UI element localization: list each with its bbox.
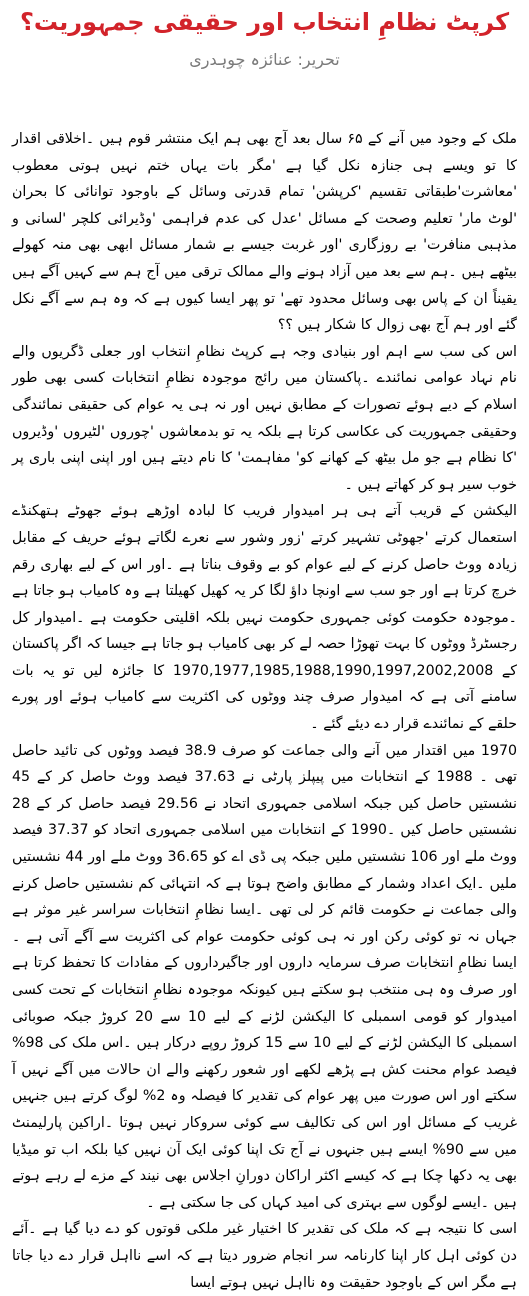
paragraph: اسی کا نتیجہ ہے کہ ملک کی تقدیر کا اختیار غیر ملکی قوتوں کو دے دیا گیا ہے ۔آئے دن کوئی اہل کار اپنا کارنامہ سر انجام ضرور دیتا ہے کہ اسے نااہل قرار دے دیا جاتا ہے مگر اس کے باوجود حقیقت وہ نااہل نہیں ہوتے ایسا [12,1221,517,1291]
paragraph: الیکشن کے قریب آتے ہی ہر امیدوار فریب کا لبادہ اوڑھے ہوئے جھوٹے ہتھکنڈے استعمال کرتے 'جھوٹی تشہیر کرتے 'زور وشور سے نعرے لگاتے ہوئے حریف کے مقابل زیادہ ووٹ حاصل کرنے کے لیے عوام کو بے وقوف بناتا ہے ۔اور اس کے لیے بھاری رقم خرچ کرتا ہے اور جو سب سے اونچا داؤ لگا کر یہ کھیل کھیلتا ہے وہ کامیاب ہو جاتا ہے ۔موجودہ حکومت کوئی جمہوری حکومت نہیں بلکہ اقلیتی حکومت ہے ۔امیدوار کل رجسٹرڈ ووٹوں کا بہت تھوڑا حصہ لے کر بھی کامیاب ہو جاتا ہے جیسا کہ اگر پاکستان کے 1970,1977,1985,1988,1990,1997,2002,2008 کا جائزہ لیں تو یہ بات سامنے آتی ہے کہ امیدوار صرف چند ووٹوں کی اکثریت سے کامیاب ہوئے اور پورے حلقے کے نمائندے قرار دے دیئے گئے ۔ [12,503,518,733]
article-title: کرپٹ نظامِ انتخاب اور حقیقی جمہوریت؟ [19,8,510,36]
paragraph: 1970 میں اقتدار میں آنے والی جماعت کو صرف 38.9 فیصد ووٹوں کی تائید حاصل تھی ۔ 1988 کے انتخابات میں پیپلز پارٹی نے 37.63 فیصد ووٹ حاصل کر کے 45 نشستیں حاصل کیں جبکہ اسلامی جمہوری اتحاد نے 29.56 فیصد حاصل کر کے 28 نشستیں حاصل کیں ۔1990 کے انتخابات میں اسلامی جمہوری اتحاد کو 37.37 فیصد ووٹ ملے اور 106 نشستیں ملیں جبکہ پی ڈی اے کو 36.65 ووٹ ملے اور 44 نشستیں ملیں ۔ایک اعداد وشمار کے مطابق واضح ہوتا ہے کہ انتہائی کم نشستیں حاصل کرنے والی جماعت نے حکومت قائم کر لی تھی ۔ایسا نظامِ انتخابات سراسر غیر موثر ہے جہاں نہ تو کوئی رکن اور نہ ہی کوئی حکومت عوام کی اکثریت سے آگے آتی ہے ۔ایسا نظامِ انتخابات صرف سرمایہ داروں اور جاگیرداروں کے مفادات کا تحفظ کرتا ہے اور صرف وہ ہی منتخب ہو سکتے ہیں کیونکہ موجودہ نظامِ انتخابات کے تحت کسی امیدوار کو قومی اسمبلی کا الیکشن لڑنے کے لیے 10 سے 20 کروڑ جبکہ صوبائی اسمبلی کا الیکشن لڑنے کے لیے 10 سے 15 کروڑ روپے درکار ہیں ۔اس ملک کی 98% فیصد عوام محنت کش ہے پڑھے لکھے اور شعور رکھنے والے ان حالات میں آگے نہیں آ سکتے اور اس صورت میں پھر عوام کی تقدیر کا فیصلہ وہ 2% لوگ کرتے ہیں جنہیں غریب کے مسائل اور اس کی تکالیف سے کوئی سروکار نہیں ہوتا ۔اراکین پارلیمنٹ میں سے 90% ایسے ہیں جنہوں نے آج تک اپنا کوئی ایک آن نہیں کیا بلکہ اب تو میڈیا بھی یہ دکھا چکا ہے کہ کیسے اکثر اراکان دورانِ اجلاس بھی نیند کے مزے لے رہے ہوتے ہیں ۔ایسے لوگوں سے بہتری کی امید کہاں کی جا سکتی ہے ۔ [12,742,518,1211]
article-body [12,126,517,1296]
article-byline: تحریر: عنائزہ چوہدری [189,50,340,69]
paragraph: اس کی سب سے اہم اور بنیادی وجہ ہے کرپٹ نظامِ انتخاب اور جعلی ڈگریوں والے نام نہاد عوامی نمائندے ۔پاکستان میں رائج موجودہ نظامِ انتخابات کسی بھی طور اسلام کے دیے ہوئے تصورات کے مطابق نہیں اور نہ ہی یہ عوام کی حقیقی نمائندگی وحقیقی جمہوریت کی عکاسی کرتا ہے بلکہ یہ تو بدمعاشوں 'چوروں 'لٹیروں 'وڈیروں 'کا نظام ہے جو مل بیٹھ کے کھانے کو' مفاہمت' کا نام دیتے ہیں اور اپنی اپنی باری پر خوب سیر ہو کر کھاتے ہیں ۔ [12,343,517,493]
paragraph: ملک کے وجود میں آنے کے ۶۵ سال بعد آج بھی ہم ایک منتشر قوم ہیں ۔اخلاقی اقدار کا تو ویسے ہی جنازہ نکل گیا ہے 'مگر بات یہاں ختم نہیں ہوتی معطوب 'معاشرت'طبقاتی تقسیم 'کرپشن' تمام قدرتی وسائل کے باوجود توانائی کا بحران 'لوٹ مار' تعلیم وصحت کے مسائل 'عدل کی عدم فراہمی 'وڈیرائی کلچر 'لسانی و مذہبی منافرت' بے روزگاری 'اور غربت جیسے بے شمار مسائل ابھی بھی منہ کھولے بیٹھے ہیں ۔ہم سے بعد میں آزاد ہونے والے ممالک ترقی میں آج ہم سے کہیں آگے ہیں یقیناً ان کے پاس بھی وسائل محدود تھے' تو پھر ایسا کیوں ہے کہ وہ ہم سے آگے نکل گئے اور ہم آج بھی زوال کا شکار ہیں ؟؟ [12,131,517,334]
